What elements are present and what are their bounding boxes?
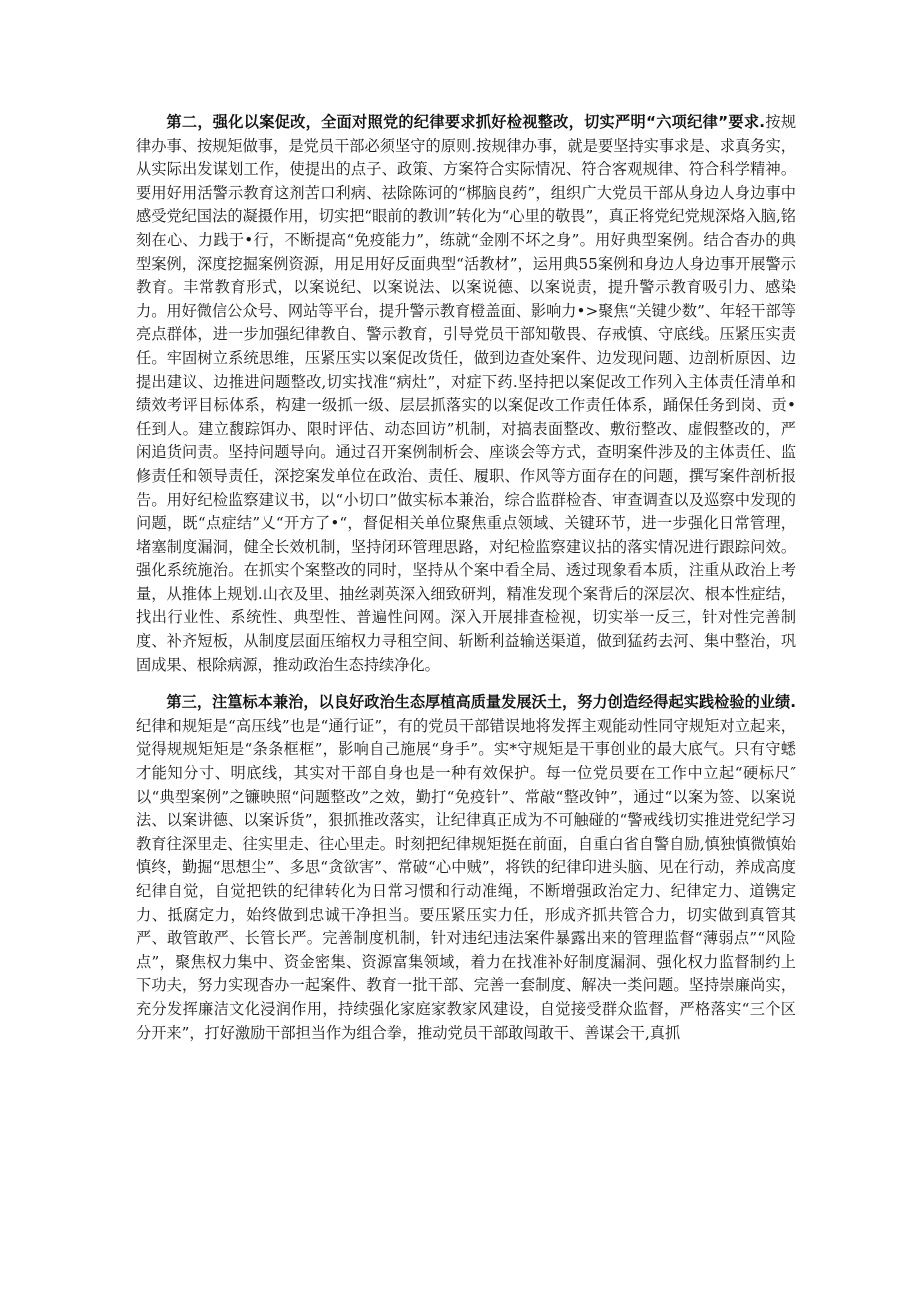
paragraph-second-body: 按规律办事、按规矩做事，是党员干部必须坚守的原则.按规律办事，就是要坚持实事求是、求真务实，从实际出发谋划工作，使提出的点子、政策、方案符合实际情况、符合客观规律、符合科学精神。要用好用活警示教育这剂苦口利病、祛除陈诃的“梆脑良药”，组织广大党员干部从身边人身边事中感受党纪国法的凝摄作用，切实把“眼前的教训”转化为“心里的敬畏”，真正将党纪党规深烙入脑,铭刻在心、力践于•行，不断提高“免疫能力”，练就“金刚不坏之身”。用好典型案例。结合杳办的典型案例，深度挖掘案例资源，用足用好反面典型“活教材”，运用典55案例和身边人身边事开展警示教育。丰常教育形式，以案说纪、以案说法、以案说德、以案说责，提升警示教育吸引力、感染力。用好微信公众号、网站等平台，提升警示教育橙盖面、影响力•>聚焦“关键少数”、年轻干部等亮点群体，进一步加强纪律教自、警示教育，引导党员干部知敬畏、存戒慎、守底线。压紧压实责任。牢固树立系统思维，压紧压实以案促改货任，做到边查处案件、边发现问题、边剖析原因、边提出建议、边推进问题整改,切实找准“病灶”，对症下药.坚持把以案促改工作列入主体责任清单和绩效考评目标体系，构建一级抓一级、层层抓落实的以案促改工作责任体系，踊保任务到岗、贡•任到人。建立馥踪饵办、限时评估、动态回访”机制，对搞表面整改、敷衍整改、虚假整改的，严闲追货问责。坚持问题导向。通过召开案例制析会、座谈会等方式，查明案件涉及的主体责任、监修责任和领导责任，深挖案发单位在政治、责任、履职、作风等方面存在的问题，撰写案件剖析报告。用好纪检监察建议书，以“小切口”做实标本兼治，综合监群检杳、审查调查以及巡察中发现的问题，既“点症结”乂“开方了•“，督促相关单位聚焦重点领域、关键环节，进一步强化日常管理，堵塞制度漏洞，健全长效机制，坚持闭环管理思路，对纪检监察建议拈的落实情况进行跟踪问效。强化系统施治。在抓实个案整改的同时，坚持从个案中看全局、透过现象看本质，注重从政治上考量，从推体上规划.山衣及里、抽丝剥英深入细致研判，精准发现个案背后的深层次、根本性症结，找出行业性、系统性、典型性、普遍性问网。深入开展排查检视，切实举一反三，针对性完善制度、补齐短板，从制度层面压缩权力寻租空间、斩断利益输送渠道，做到猛药去河、集中整治，巩固成果、根除病源，推动政治生态持续净化。 [136,113,797,674]
paragraph-second [136,111,796,677]
document-page [136,111,796,1055]
paragraph-third-body: 纪律和规矩是“高压线”也是“通行证”，有的党员干部错误地将发挥主观能动性同守规矩对立起来，觉得规规矩矩是“条条框框”，影响自己施展“身手”。实*守规矩是干事创业的最大底气。只有守蟋才能知分寸、明底线，其实对干部自身也是一种有效保护。每一位党员要在工作中立起“硬标尺″以“典型案例”之镰映照“问题整改”之效，勤打“免疫针”、常敲“整改钟”，通过“以案为签、以案说法、以案讲德、以案诉货”，狠抓推改落实，让纪律真正成为不可触碰的“警戒线切实推进党纪学习教育往深里走、往实里走、往心里走。时刻把纪律规矩挺在前面，自重白省自警自励,慎独慎微慎始慎终，勤掘“思想尘”、多思“贪欲害”、常破“心中贼”，将铁的纪律印进头脑、见在行动，养成高度纪律自觉，自觉把铁的纪律转化为日常习惯和行动准绳，不断增强政治定力、纪律定力、道镌定力、抵腐定力，始终做到忠诚干净担当。要压紧压实力任，形成齐抓共管合力，切实做到真管其严、敢管敢严、长管长严。完善制度机制，针对违纪违法案件暴露出来的管理监督“薄弱点”“风险点”，聚焦权力集中、资金密集、资源富集领域，着力在找准补好制度漏洞、强化权力监督制约上下功夫，努力实现杳办一起案件、教育一批干部、完善一套制度、解决一类问题。坚持崇廉尚实，充分发挥廉洁文化浸润作用，持续强化家庭家教家风建设，自觉接受群众监督，严格落实“三个区分开来”，打好激励干部担当作为组合拳，推动党员干部敢闯敢干、善谋会干,真抓 [136,716,796,1042]
paragraph-third-lead: 第三，注篁标本兼治，以良好政治生态厚植高质量发展沃土，努力创造经得起实践检验的业绩. [166,693,796,712]
paragraph-third [136,691,796,1045]
paragraph-second-lead: 第二，强化以案促改，全面对照党的纪律要求抓好检视整改，切实严明“六项纪律”要求. [166,113,766,131]
